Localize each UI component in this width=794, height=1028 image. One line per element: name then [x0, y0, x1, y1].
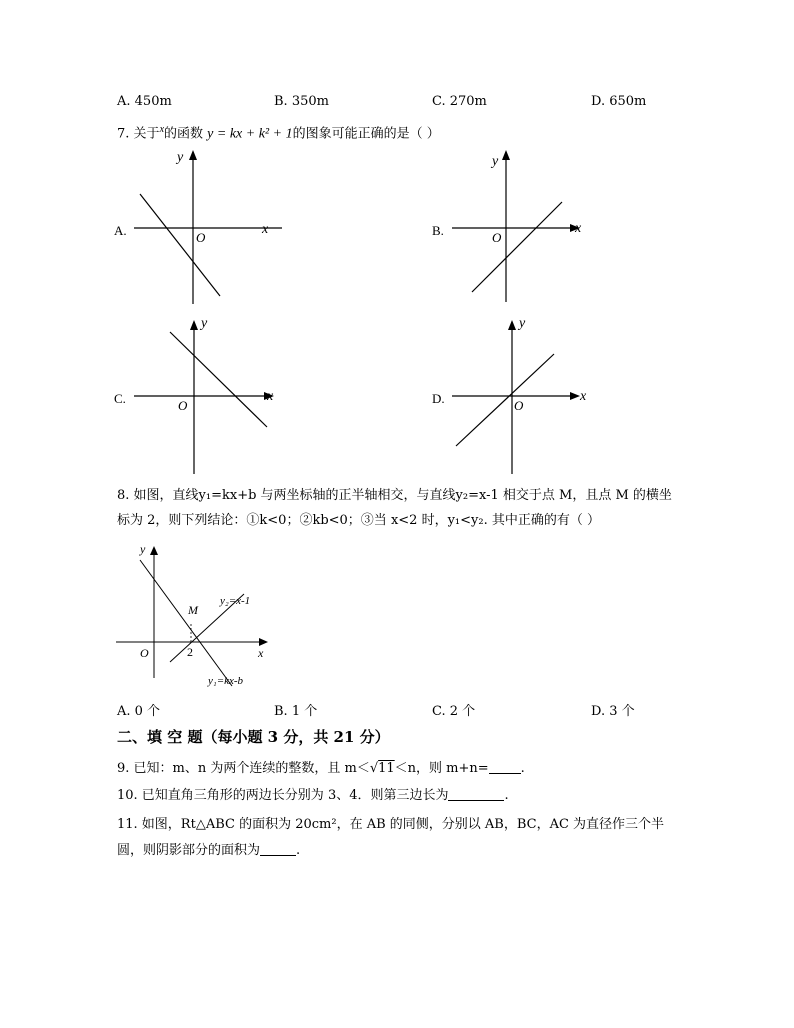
question-11-line1: 11. 如图，Rt△ABC 的面积为 20cm²，在 AB 的同侧，分别以 AB，BC，AC 为直径作三个半	[117, 817, 665, 832]
svg-text:y: y	[492, 154, 499, 169]
question-10: 10. 已知直角三角形的两边长分别为 3、4．则第三边长为 .	[117, 788, 509, 803]
option-b: B. 350m	[274, 94, 329, 109]
svg-text:O: O	[178, 398, 188, 413]
graph-b	[430, 144, 600, 309]
section-heading: 二、填 空 题（每小题 3 分，共 21 分）	[117, 728, 390, 746]
y-axis-label: y	[177, 150, 184, 165]
x-axis-label: x	[262, 222, 269, 237]
option-c: C. 270m	[432, 94, 487, 109]
svg-text:x: x	[580, 389, 587, 404]
svg-text:O: O	[140, 646, 149, 660]
q8-option-c: C. 2 个	[432, 704, 476, 719]
svg-text:C.: C.	[114, 391, 126, 406]
arrow-right-icon	[570, 392, 580, 400]
svg-text:x: x	[575, 221, 582, 236]
arrow-up-icon	[508, 320, 516, 330]
svg-text:y: y	[140, 542, 146, 556]
answer-blank	[448, 788, 504, 801]
graph-c	[112, 312, 282, 477]
answer-blank	[260, 843, 296, 856]
q7-formula: y = kx + k² + 1	[207, 126, 293, 142]
svg-text:2: 2	[187, 645, 193, 659]
arrow-up-icon	[150, 546, 158, 555]
svg-text:x: x	[267, 389, 274, 404]
origin-label: O	[196, 230, 206, 245]
line-y2-label: y₂=x-1	[220, 595, 251, 607]
point-m-label: M	[188, 603, 198, 617]
option-a: A. 450m	[117, 94, 172, 109]
option-d: D. 650m	[591, 94, 647, 109]
q8-option-b: B. 1 个	[274, 704, 318, 719]
arrow-up-icon	[190, 320, 198, 330]
q8-option-a: A. 0 个	[117, 704, 161, 719]
answer-blank	[489, 761, 521, 774]
arrow-up-icon	[189, 150, 197, 160]
sqrt-symbol: √	[369, 761, 379, 776]
graph-d	[430, 312, 600, 477]
svg-text:y: y	[519, 316, 526, 331]
arrow-right-icon	[259, 638, 268, 646]
question-11-line2: 圆，则阴影部分的面积为 .	[117, 843, 301, 858]
svg-text:x: x	[258, 646, 264, 660]
svg-text:B.: B.	[432, 223, 444, 238]
svg-text:D.: D.	[432, 391, 445, 406]
svg-text:O: O	[514, 398, 524, 413]
graph-a	[112, 144, 282, 309]
question-8-line1: 8. 如图，直线y₁=kx+b 与两坐标轴的正半轴相交，与直线y₂=x-1 相交于点 M，且点 M 的横坐	[117, 488, 672, 503]
graph-a-label: A.	[114, 223, 127, 238]
question-7-stem: 7. 关于$^x$的函数 y = kx + k² + 1的图象可能正确的是（ ）	[117, 124, 440, 142]
arrow-up-icon	[502, 150, 510, 160]
svg-text:y: y	[201, 316, 208, 331]
q8-figure	[112, 538, 282, 690]
question-8-line2: 标为 2，则下列结论：①k<0；②kb<0；③当 x<2 时，y₁<y₂. 其中正确的有（ ）	[117, 513, 600, 528]
function-line	[472, 202, 562, 292]
svg-text:O: O	[492, 230, 502, 245]
q8-option-d: D. 3 个	[591, 704, 635, 719]
function-line	[456, 354, 554, 446]
question-9: 9. 已知：m、n 为两个连续的整数，且 m＜√11＜n，则 m+n= .	[117, 761, 525, 776]
function-line	[140, 194, 220, 296]
line-y1-label: y₁=kx-b	[208, 675, 244, 687]
